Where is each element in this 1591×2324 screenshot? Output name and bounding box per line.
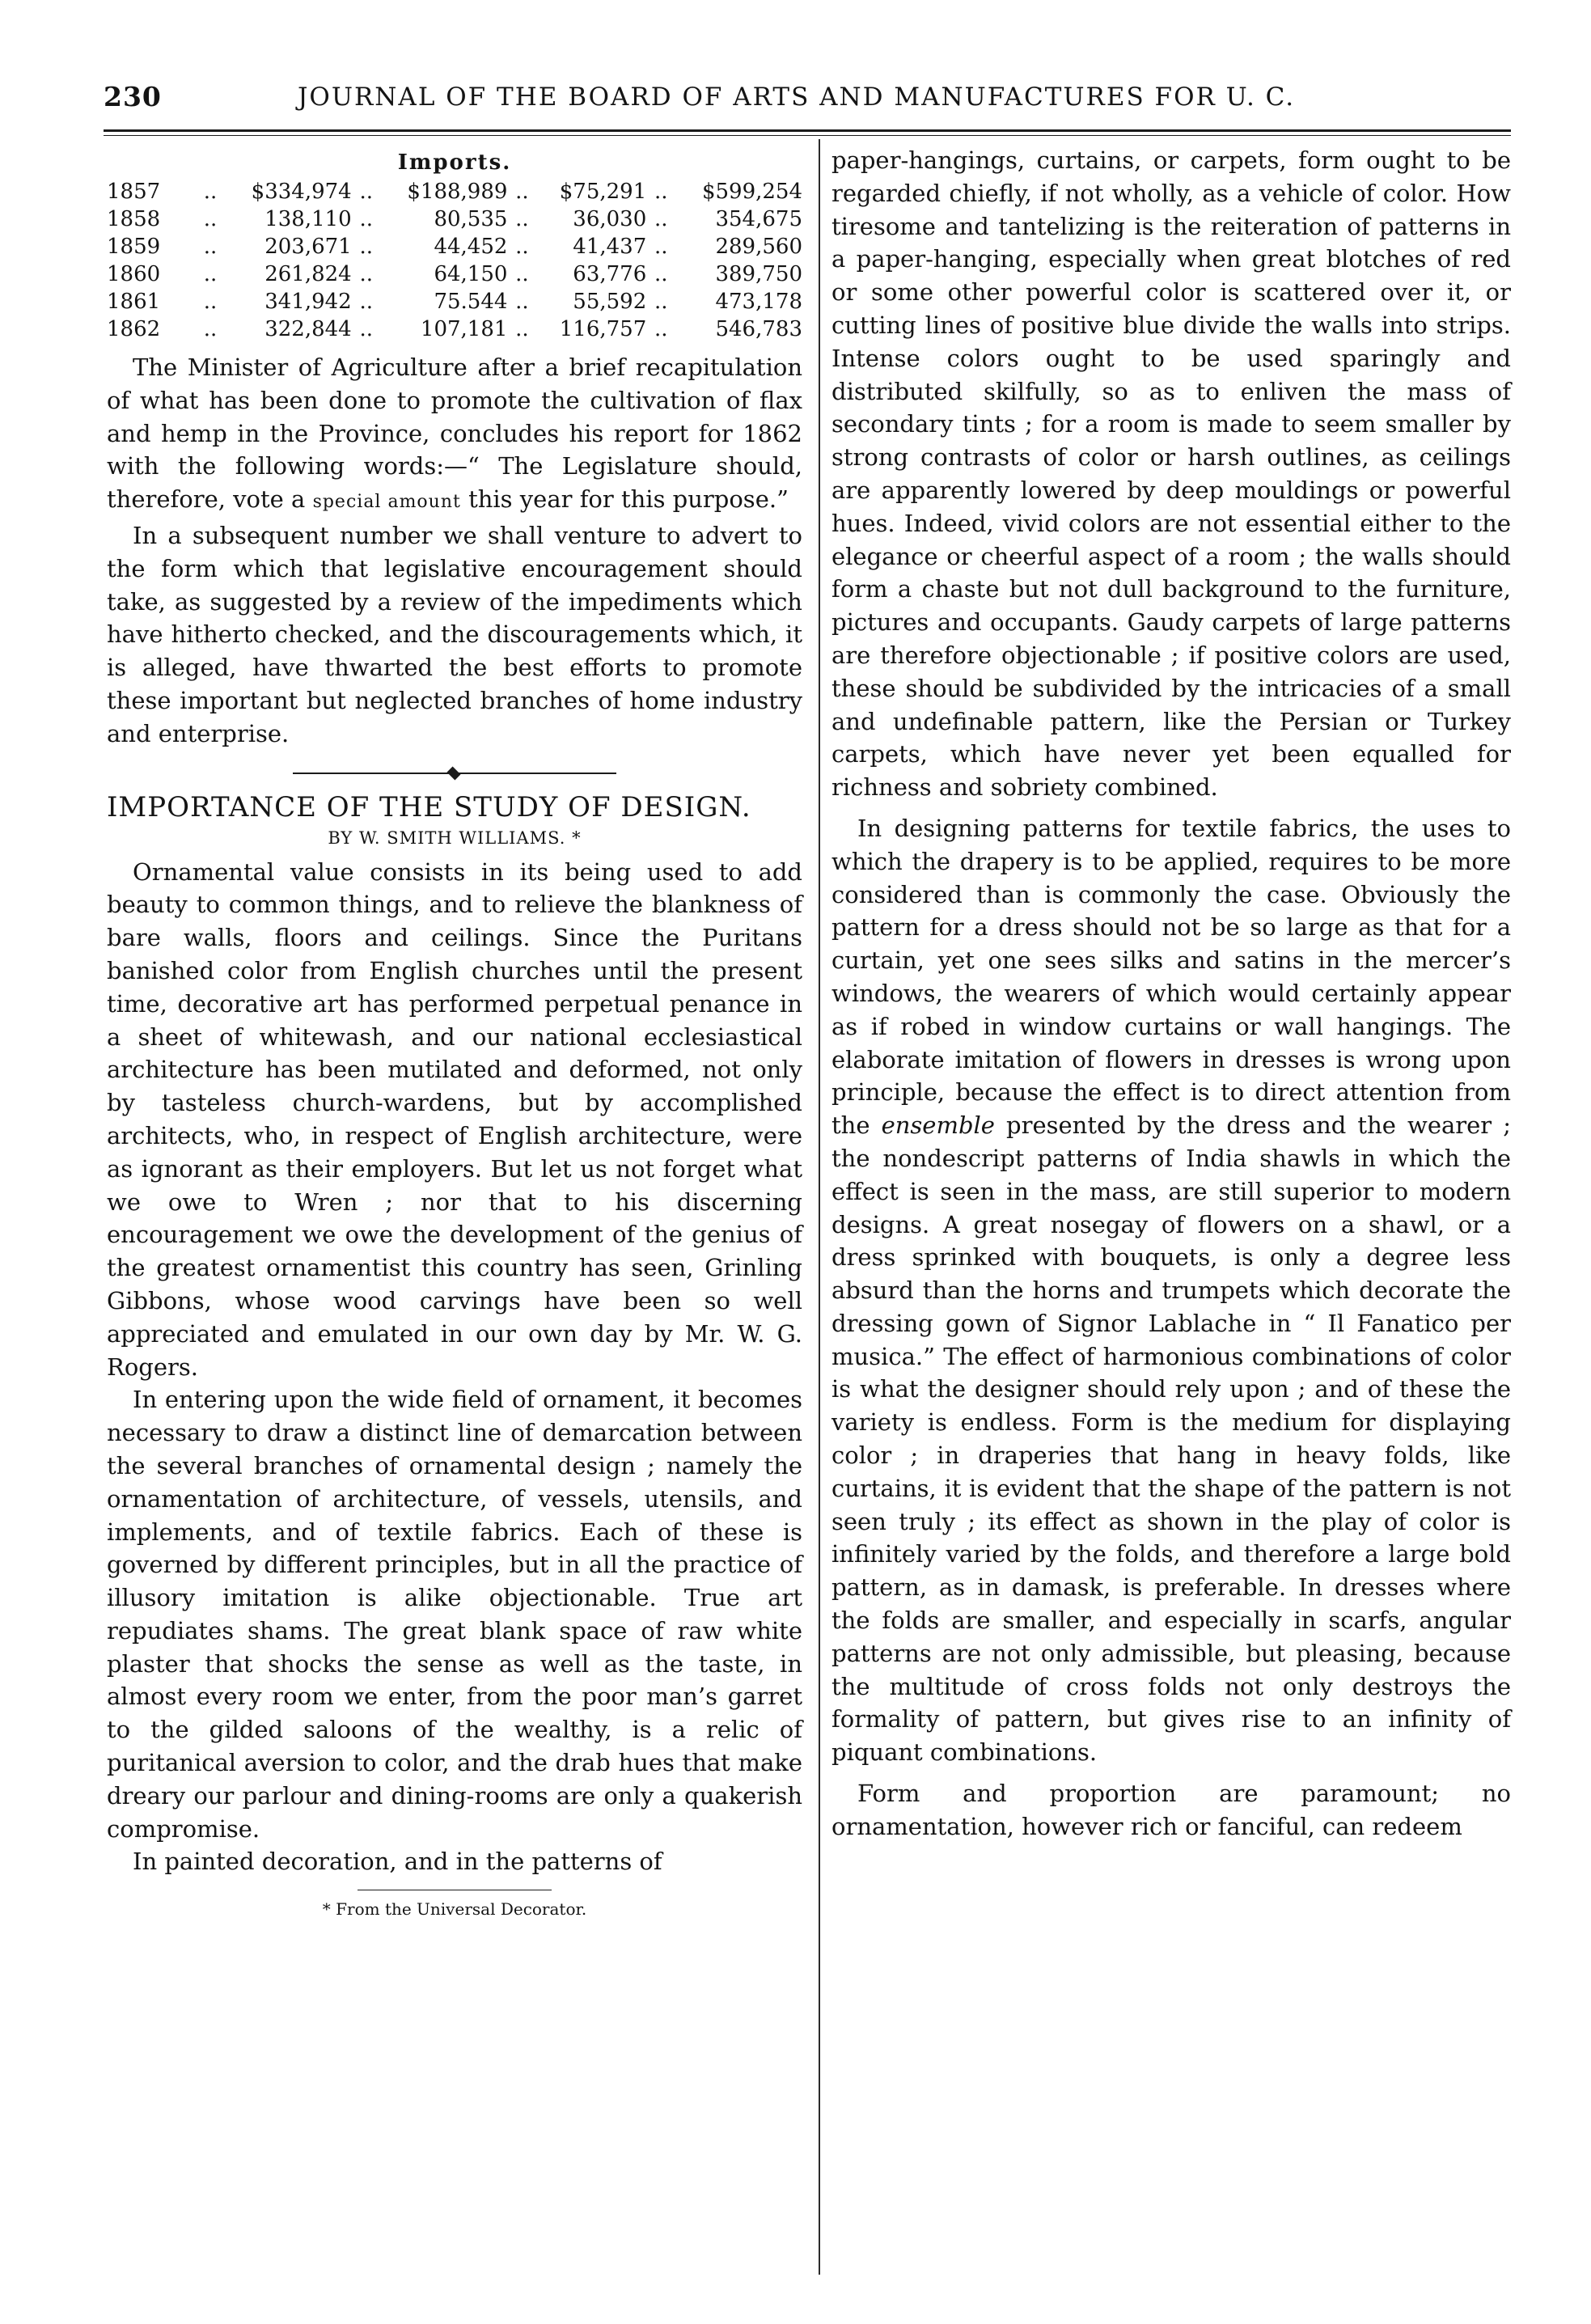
imports-year-cell: 1859 bbox=[107, 235, 161, 259]
imports-table-row bbox=[107, 233, 802, 260]
imports-value-cell: 138,110 bbox=[264, 207, 352, 231]
column-divider bbox=[819, 139, 820, 2275]
imports-value-cell: 203,671 bbox=[264, 235, 352, 259]
imports-value-cell: 341,942 bbox=[264, 290, 352, 314]
page-number: 230 bbox=[104, 81, 162, 112]
imports-value-cell: 36,030 bbox=[573, 207, 647, 231]
leader-dots: .. bbox=[203, 317, 218, 341]
form-proportion-paragraph: Form and proportion are paramount; no ornamentation, however rich or fanciful, can redeem bbox=[831, 1780, 1511, 1840]
imports-value-cell: $599,254 bbox=[701, 180, 802, 204]
imports-year-cell: 1858 bbox=[107, 207, 161, 231]
left-column bbox=[107, 144, 802, 1920]
leader-dots: .. bbox=[359, 235, 373, 259]
header-rule bbox=[104, 129, 1511, 132]
leader-dots: .. bbox=[515, 317, 529, 341]
field-of-ornament-paragraph: In entering upon the wide field of ornament, it becomes necessary to draw a distinct line of demarcation between the several branches of ornamental design ; namely the ornamentation of architecture, of vessels, utensils, and implements, and of textile fabrics. Each of these is governed by different principles, but in all the practice of illusory imitation is alike objectionable. True art repudiates shams. The great blank space of raw white plaster that shocks the sense as well as the taste, in almost every room we enter, from the poor man’s garret to the gilded saloons of the wealthy, is a relic of puritanical aversion to color, and the drab hues that make dreary our parlour and dining-rooms are only a quakerish compromise. bbox=[107, 1386, 802, 1843]
leader-dots: .. bbox=[203, 290, 218, 314]
header-rule-thin bbox=[104, 135, 1511, 136]
imports-value-cell: 44,452 bbox=[434, 235, 508, 259]
imports-year-cell: 1857 bbox=[107, 180, 161, 204]
leader-dots: .. bbox=[515, 290, 529, 314]
leader-dots: .. bbox=[515, 262, 529, 286]
leader-dots: .. bbox=[654, 317, 668, 341]
footnote: * From the Universal Decorator. bbox=[322, 1899, 587, 1920]
imports-value-cell: 41,437 bbox=[573, 235, 647, 259]
running-title: JOURNAL OF THE BOARD OF ARTS AND MANUFACTURES FOR U. C. bbox=[298, 83, 1296, 112]
leader-dots: .. bbox=[515, 180, 529, 204]
imports-value-cell: 116,757 bbox=[559, 317, 647, 341]
leader-dots: .. bbox=[654, 235, 668, 259]
subsequent-number-paragraph: In a subsequent number we shall venture to advert to the form which that legislative encouragement should take, as suggested by a review of the impediments which have hitherto checked, and the discouragements which, it is alleged, have thwarted the best efforts to promote these important but neglected branches of home industry and enterprise. bbox=[107, 521, 802, 747]
agriculture-paragraph bbox=[107, 351, 802, 519]
paper-hangings-paragraph: paper-hangings, curtains, or carpets, form ought to be regarded chiefly, if not wholly, as a vehicle of color. How tiresome and tantelizing is the reiteration of patterns in a paper-hanging, especially when great blotches of red or some other powerful color is scattered over it, or cutting lines of positive blue divide the walls into strips. Intense colors ought to be used sparingly and distributed skilfully, so as to enliven the mass of secondary tints ; for a room is made to seem smaller by strong contrasts of color or harsh outlines, as ceilings are apparently lowered by deep mouldings or powerful hues. Indeed, vivid colors are not essential either to the elegance or cheerful aspect of a room ; the walls should form a chaste but not dull background to the furniture, pictures and occupants. Gaudy carpets of large patterns are therefore objectionable ; if positive colors are used, these should be subdivided by the intricacies of a small and undefinable pattern, like the Persian or Turkey carpets, which have never yet been equalled for richness and sobriety combined. bbox=[831, 146, 1511, 802]
leader-dots: .. bbox=[203, 180, 218, 204]
leader-dots: .. bbox=[359, 180, 373, 204]
imports-value-cell: 64,150 bbox=[434, 262, 508, 286]
imports-value-cell: 289,560 bbox=[715, 235, 802, 259]
article-title: IMPORTANCE OF THE STUDY OF DESIGN. bbox=[107, 790, 751, 823]
imports-table-title: Imports. bbox=[397, 150, 512, 175]
imports-value-cell: 80,535 bbox=[434, 207, 508, 231]
leader-dots: .. bbox=[515, 235, 529, 259]
page-header bbox=[104, 81, 1511, 121]
leader-dots: .. bbox=[203, 262, 218, 286]
textile-text-a: In designing patterns for textile fabrics, the uses to which the drapery is to be applied, requires to be more considered than is commonly the case. Obviously the pattern for a dress should not be so large as that for a curtain, yet one sees silks and satins in the mercer’s windows, the wearers of which would certainly appear as if robed in window curtains or wall hangings. The elaborate imitation of flowers in dresses is wrong upon principle, because the effect is to direct attention from the bbox=[831, 814, 1511, 1140]
imports-value-cell: $334,974 bbox=[251, 180, 352, 204]
leader-dots: .. bbox=[359, 262, 373, 286]
leader-dots: .. bbox=[359, 290, 373, 314]
leader-dots: .. bbox=[654, 207, 668, 231]
article-byline: BY W. SMITH WILLIAMS. * bbox=[328, 828, 582, 848]
painted-decoration-paragraph: In painted decoration, and in the patterns of bbox=[133, 1848, 662, 1876]
imports-table-row bbox=[107, 178, 802, 205]
ornamental-value-paragraph: Ornamental value consists in its being used to add beauty to common things, and to relieve the blankness of bare walls, floors and ceilings. Since the Puritans banished color from English churches until the present time, decorative art has performed perpetual penance in a sheet of whitewash, and our national ecclesiastical architecture has been mutilated and deformed, not only by tasteless church-wardens, but by accomplished architects, who, in respect of English architecture, were as ignorant as their employers. But let us not forget what we owe to Wren ; nor that to his discerning encouragement we owe the development of the genius of the greatest ornamentist this country has seen, Grinling Gibbons, whose wood carvings have been so well appreciated and emulated in our own day by Mr. W. G. Rogers. bbox=[107, 857, 802, 1381]
imports-table bbox=[107, 178, 802, 343]
section-separator bbox=[293, 768, 616, 778]
leader-dots: .. bbox=[203, 207, 218, 231]
imports-value-cell: $75,291 bbox=[559, 180, 647, 204]
imports-year-cell: 1861 bbox=[107, 290, 161, 314]
imports-value-cell: 389,750 bbox=[715, 262, 802, 286]
imports-table-row bbox=[107, 205, 802, 233]
leader-dots: .. bbox=[203, 235, 218, 259]
leader-dots: .. bbox=[654, 180, 668, 204]
imports-value-cell: 75.544 bbox=[434, 290, 508, 314]
leader-dots: .. bbox=[654, 290, 668, 314]
imports-table-row bbox=[107, 288, 802, 315]
imports-value-cell: 546,783 bbox=[715, 317, 802, 341]
imports-year-cell: 1860 bbox=[107, 262, 161, 286]
agriculture-text: The Minister of Agriculture after a brief recapitulation of what has been done to promote the cultivation of flax and hemp in the Province, concludes his report for 1862 with the following words:—“ The Legislature should, therefore, vote a bbox=[107, 353, 802, 514]
right-column bbox=[831, 144, 1511, 1844]
agriculture-text-end: this year for this purpose.” bbox=[468, 485, 789, 514]
imports-value-cell: 55,592 bbox=[573, 290, 647, 314]
ensemble-text: ensemble bbox=[881, 1111, 995, 1140]
leader-dots: .. bbox=[359, 317, 373, 341]
leader-dots: .. bbox=[654, 262, 668, 286]
imports-value-cell: 63,776 bbox=[573, 262, 647, 286]
imports-value-cell: 107,181 bbox=[420, 317, 508, 341]
imports-table-row bbox=[107, 315, 802, 343]
imports-value-cell: $188,989 bbox=[407, 180, 508, 204]
imports-value-cell: 354,675 bbox=[715, 207, 802, 231]
textile-patterns-paragraph bbox=[831, 812, 1511, 1769]
imports-year-cell: 1862 bbox=[107, 317, 161, 341]
imports-table-row bbox=[107, 260, 802, 288]
leader-dots: .. bbox=[515, 207, 529, 231]
special-amount-text: special amount bbox=[312, 492, 461, 513]
imports-value-cell: 473,178 bbox=[715, 290, 802, 314]
leader-dots: .. bbox=[359, 207, 373, 231]
imports-value-cell: 261,824 bbox=[264, 262, 352, 286]
textile-text-b: presented by the dress and the wearer ; the nondescript patterns of India shawls in which the effect is seen in the mass, are still superior to modern designs. A great nosegay of flowers on a shawl, or a dress sprinked with bouquets, is only a degree less absurd than the horns and trumpets which decorate the dressing gown of Signor Lablache in “ Il Fanatico per musica.” The effect of harmonious combinations of color is what the designer should rely upon ; and of these the variety is endless. Form is the medium for displaying color ; in draperies that hang in heavy folds, like curtains, it is evident that the shape of the pattern is not seen truly ; its effect as shown in the play of color is infinitely varied by the folds, and therefore a large bold pattern, as in damask, is preferable. In dresses where the folds are smaller, and especially in scarfs, angular patterns are not only admissible, but pleasing, because the multitude of cross folds not only destroys the formality of pattern, but gives rise to an infinity of piquant combinations. bbox=[831, 1111, 1512, 1767]
imports-value-cell: 322,844 bbox=[264, 317, 352, 341]
